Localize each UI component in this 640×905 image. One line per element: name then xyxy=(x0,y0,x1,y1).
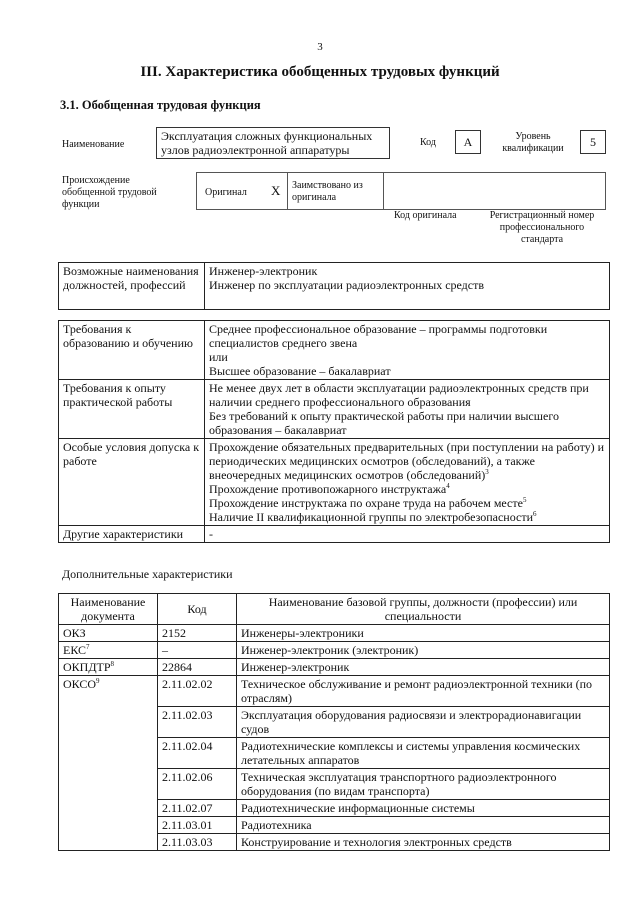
requirements-table xyxy=(58,320,610,543)
code-cell: 2152 xyxy=(158,625,237,642)
column-header: Наименование документа xyxy=(59,594,158,625)
positions-table xyxy=(58,262,610,310)
doc-cell xyxy=(59,625,158,642)
origin-divider xyxy=(287,173,288,209)
sub-title: 3.1. Обобщенная трудовая функция xyxy=(60,98,261,112)
additional-table xyxy=(58,593,610,851)
footnote-ref: 6 xyxy=(533,510,537,518)
requirement-line: Среднее профессиональное образование – программы подготовки специалистов среднего звена xyxy=(209,322,548,350)
name-cell: Радиотехника xyxy=(237,817,610,834)
footnote-ref: 4 xyxy=(446,482,450,490)
code-cell: 2.11.02.06 xyxy=(158,769,237,800)
name-cell: Инженер-электроник xyxy=(237,659,610,676)
code-cell: 2.11.03.03 xyxy=(158,834,237,851)
doc-name: ОКПДТР xyxy=(63,660,111,674)
doc-cell xyxy=(59,676,158,851)
level-label: Уровень квалификации xyxy=(502,131,564,154)
table-header-row xyxy=(59,594,610,625)
origin-label: Происхождение обобщенной трудовой функции xyxy=(62,175,157,210)
name-cell: Техническая эксплуатация транспортного радиоэлектронного оборудования (по видам транспорта) xyxy=(237,769,610,800)
table-row xyxy=(59,263,610,310)
page-number: 3 xyxy=(317,41,323,53)
column-header: Наименование базовой группы, должности (профессии) или специальности xyxy=(237,594,610,625)
code-label: Код xyxy=(420,137,436,148)
name-cell: Техническое обслуживание и ремонт радиоэлектронной техники (по отраслям) xyxy=(237,676,610,707)
table-row xyxy=(59,321,610,380)
requirement-text: Прохождение инструктажа по охране труда на рабочем месте xyxy=(209,496,523,510)
requirement-line xyxy=(209,482,605,496)
requirement-text: Прохождение обязательных предварительных (при поступлении на работу) и периодических медицинских осмотров (обследований), а также внеочередных медицинских осмотров (обследований) xyxy=(209,440,605,482)
code-original-label: Код оригинала xyxy=(394,210,457,221)
name-cell: Инженеры-электроники xyxy=(237,625,610,642)
additional-rows xyxy=(59,625,610,851)
requirement-label: Требования к образованию и обучению xyxy=(59,321,205,380)
name-cell: Радиотехнические информационные системы xyxy=(237,800,610,817)
code-cell: 2.11.02.02 xyxy=(158,676,237,707)
borrowed-label: Заимствовано из оригинала xyxy=(292,180,363,203)
position-line: Инженер-электроник xyxy=(209,264,318,278)
footnote-ref: 7 xyxy=(86,643,90,651)
section-title: III. Характеристика обобщенных трудовых функций xyxy=(140,64,500,80)
requirement-line xyxy=(209,496,605,510)
name-cell: Конструирование и технология электронных средств xyxy=(237,834,610,851)
requirement-line: Без требований к опыту практической работы при наличии высшего образования – бакалавриат xyxy=(209,409,559,437)
table-row xyxy=(59,642,610,659)
original-mark: Х xyxy=(271,183,281,198)
name-cell: Эксплуатация оборудования радиосвязи и электрорадионавигации судов xyxy=(237,707,610,738)
name-cell: Инженер-электроник (электроник) xyxy=(237,642,610,659)
footnote-ref: 5 xyxy=(522,496,527,504)
name-label: Наименование xyxy=(62,139,125,150)
footnote-ref: 3 xyxy=(485,468,489,476)
level-value: 5 xyxy=(580,130,606,154)
table-row xyxy=(59,625,610,642)
requirement-label: Требования к опыту практической работы xyxy=(59,380,205,439)
doc-cell xyxy=(59,642,158,659)
code-cell: – xyxy=(158,642,237,659)
footnote-ref: 9 xyxy=(96,677,100,685)
code-cell: 2.11.02.03 xyxy=(158,707,237,738)
code-value: А xyxy=(455,130,481,154)
origin-box xyxy=(196,172,606,210)
requirement-value xyxy=(205,321,610,380)
requirement-line xyxy=(209,440,605,482)
requirement-label: Другие характеристики xyxy=(59,526,205,543)
doc-name: ОКЗ xyxy=(63,626,86,640)
positions-value xyxy=(205,263,610,310)
position-line: Инженер по эксплуатации радиоэлектронных средств xyxy=(209,278,485,292)
requirement-line: Не менее двух лет в области эксплуатации радиоэлектронных средств при наличии среднего профессионального образования xyxy=(209,381,589,409)
table-row xyxy=(59,380,610,439)
table-row xyxy=(59,676,610,707)
requirement-value xyxy=(205,439,610,526)
table-row xyxy=(59,659,610,676)
doc-cell xyxy=(59,659,158,676)
code-cell: 2.11.02.04 xyxy=(158,738,237,769)
requirement-line: Высшее образование – бакалавриат xyxy=(209,364,391,378)
requirement-line: или xyxy=(209,350,228,364)
reg-number-label: Регистрационный номер профессионального стандарта xyxy=(489,210,595,245)
requirement-value xyxy=(205,380,610,439)
original-label: Оригинал xyxy=(205,187,247,198)
column-header: Код xyxy=(158,594,237,625)
requirement-text: Наличие II квалификационной группы по электробезопасности xyxy=(209,510,534,524)
code-cell: 22864 xyxy=(158,659,237,676)
doc-name: ЕКС xyxy=(63,643,87,657)
additional-title: Дополнительные характеристики xyxy=(62,567,233,581)
name-value: Эксплуатация сложных функциональных узлов радиоэлектронной аппаратуры xyxy=(156,127,390,159)
requirement-text: Прохождение противопожарного инструктажа xyxy=(209,482,447,496)
requirement-label: Особые условия допуска к работе xyxy=(59,439,205,526)
footnote-ref: 8 xyxy=(110,660,115,668)
name-cell: Радиотехнические комплексы и системы управления космических летательных аппаратов xyxy=(237,738,610,769)
doc-name: ОКСО xyxy=(63,677,97,691)
table-row xyxy=(59,526,610,543)
requirement-value: - xyxy=(205,526,610,543)
requirement-line xyxy=(209,510,605,524)
positions-label: Возможные наименования должностей, профессий xyxy=(59,263,205,310)
code-cell: 2.11.03.01 xyxy=(158,817,237,834)
code-cell: 2.11.02.07 xyxy=(158,800,237,817)
table-row xyxy=(59,439,610,526)
